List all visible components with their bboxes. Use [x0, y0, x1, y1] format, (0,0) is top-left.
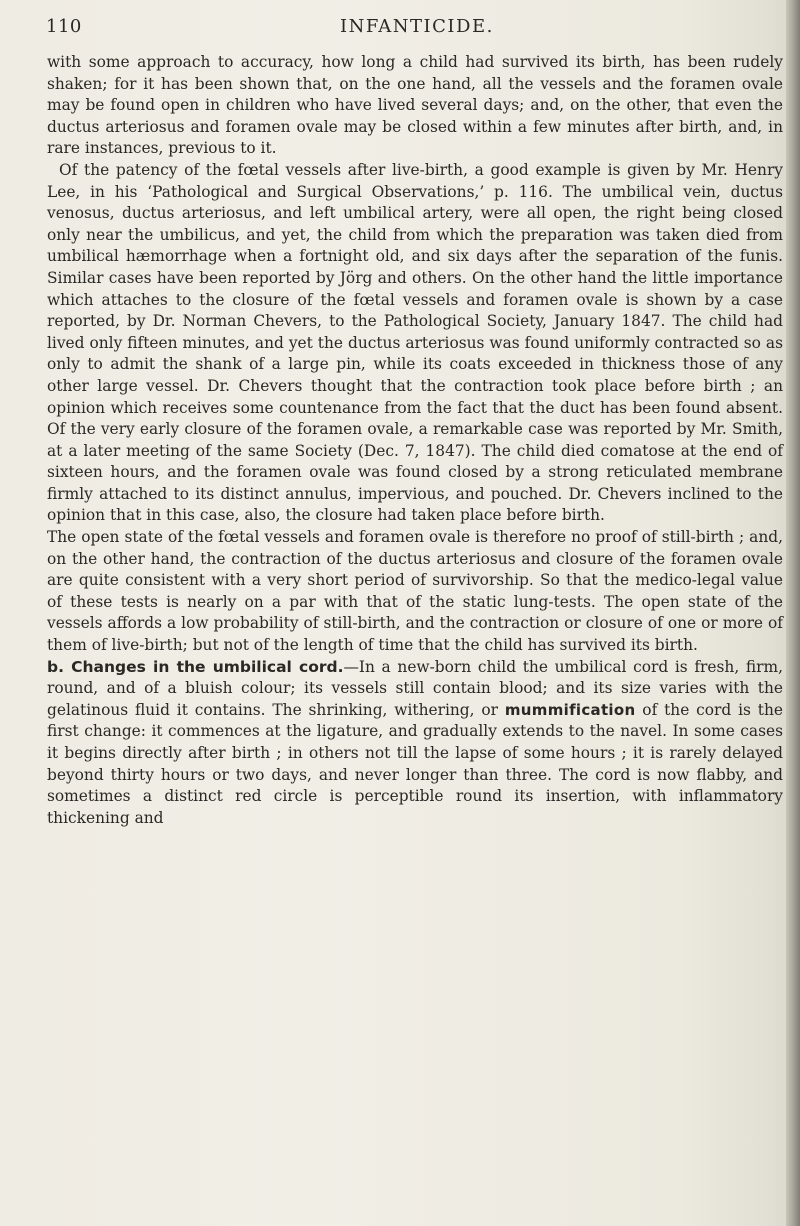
- paragraph-patency-examples: Of the patency of the fœtal vessels after live-birth, a good example is given by Mr. Henry Lee, in his ‘Pathological and Surgical Observations,’ p. 116. The umbilical vein, ductus venosus, ductus arteriosus, and left umbilical artery, were all open, the right being closed only near the umbilicus, and yet, the child from which the preparation was taken died from umbilical hæmorrhage when a fortnight old, and six days after the separation of the funis. Similar cases have been reported by Jörg and others. On the other hand the little importance which attaches to the closure of the fœtal vessels and foramen ovale is shown by a case reported, by Dr. Norman Chevers, to the Pathological Society, January 1847. The child had lived only fifteen minutes, and yet the ductus arteriosus was found uniformly contracted so as only to admit the shank of a large pin, while its coats exceeded in thickness those of any other large vessel. Dr. Chevers thought that the contraction took place before birth ; an opinion which receives some countenance from the fact that the duct has been found absent. Of the very early closure of the foramen ovale, a remarkable case was reported by Mr. Smith, at a later meeting of the same Society (Dec. 7, 1847). The child died comatose at the end of sixteen hours, and the foramen ovale was found closed by a strong reticulated membrane firmly attached to its distinct annulus, impervious, and pouched. Dr. Chevers inclined to the opinion that in this case, also, the closure had taken place before birth.: [47, 160, 783, 525]
- emphasized-term: mummification: [504, 700, 636, 719]
- page-number: 110: [46, 16, 82, 37]
- page-edge-shadow: [786, 0, 800, 1226]
- paragraph-umbilical-cord: [47, 657, 783, 830]
- paragraph-survival-continued: with some approach to accuracy, how long a child had survived its birth, has been rudely shaken; for it has been shown that, on the one hand, all the vessels and the foramen ovale may be found open in children who have lived several days; and, on the other, that even the ductus arteriosus and foramen ovale may be closed within a few minutes after birth, and, in rare instances, previous to it.: [47, 53, 783, 158]
- paragraph-medico-legal-value: The open state of the fœtal vessels and foramen ovale is therefore no proof of still-birth ; and, on the other hand, the contraction of the ductus arteriosus and closure of the foramen ovale are quite consistent with a very short period of survivorship. So that the medico-legal value of these tests is nearly on a par with that of the static lung-tests. The open state of the vessels affords a low probability of still-birth, and the contraction or closure of one or more of them of live-birth; but not of the length of time that the child has survived its birth.: [47, 528, 783, 655]
- page-header: [0, 14, 800, 44]
- paragraph-text: of the cord is the first change: it commences at the ligature, and gradually extends to the navel. In some cases it begins directly after birth ; in others not till the lapse of some hours ; it is rarely delayed beyond thirty hours or two days, and never longer than three. The cord is now flabby, and sometimes a distinct red circle is perceptible round its insertion, with inflammatory thickening and: [47, 700, 783, 827]
- paragraph-text: —In a new-born child the umbilical cord is fresh, firm, round, and of a bluish colour; its vessels still contain blood; and its size varies with the gelatinous fluid it contains. The shrinking, withering, or: [47, 657, 783, 719]
- body-text: [47, 52, 783, 829]
- section-heading: b. Changes in the umbilical cord.: [47, 657, 344, 676]
- running-title: INFANTICIDE.: [340, 16, 494, 37]
